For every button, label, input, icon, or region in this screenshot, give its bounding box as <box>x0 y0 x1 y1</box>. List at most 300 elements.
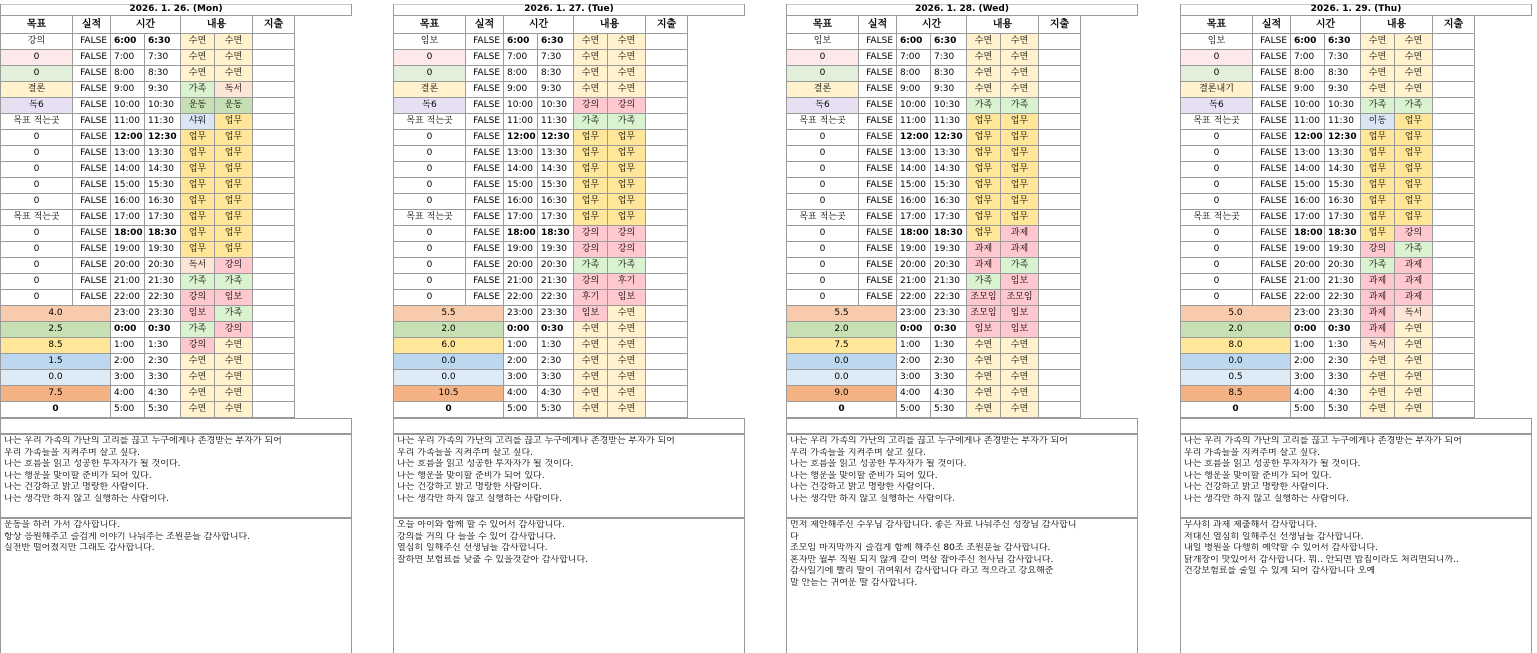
activity-cell-2[interactable]: 수면 <box>608 34 646 50</box>
actual-cell[interactable]: FALSE <box>1253 162 1291 178</box>
date-cell[interactable]: 2026. 1. 26. (Mon) <box>0 4 352 16</box>
activity-cell-1[interactable]: 수면 <box>967 338 1001 354</box>
end-time-cell[interactable]: 17:30 <box>538 210 574 226</box>
activity-cell-2[interactable]: 수면 <box>1395 34 1433 50</box>
activity-cell-1[interactable]: 수면 <box>574 354 608 370</box>
activity-cell-1[interactable]: 업무 <box>967 162 1001 178</box>
end-time-cell[interactable]: 6:30 <box>145 34 181 50</box>
expense-cell[interactable] <box>1039 354 1081 370</box>
actual-cell[interactable]: FALSE <box>1253 258 1291 274</box>
goal-cell[interactable]: 독6 <box>0 98 73 114</box>
summary-cell[interactable]: 0 <box>393 402 504 418</box>
goal-cell[interactable]: 0 <box>393 194 466 210</box>
activity-cell-1[interactable]: 수면 <box>967 66 1001 82</box>
expense-cell[interactable] <box>1433 258 1475 274</box>
summary-cell[interactable]: 5.5 <box>786 306 897 322</box>
expense-cell[interactable] <box>253 162 295 178</box>
activity-cell-1[interactable]: 수면 <box>574 34 608 50</box>
start-time-cell[interactable]: 9:00 <box>897 82 931 98</box>
activity-cell-2[interactable]: 임보 <box>215 290 253 306</box>
activity-cell-2[interactable]: 과제 <box>1395 258 1433 274</box>
start-time-cell[interactable]: 7:00 <box>1291 50 1325 66</box>
actual-cell[interactable]: FALSE <box>73 114 111 130</box>
spacer-cell[interactable] <box>393 418 745 434</box>
activity-cell-1[interactable]: 임보 <box>181 306 215 322</box>
goal-cell[interactable]: 0 <box>786 258 859 274</box>
actual-cell[interactable]: FALSE <box>466 66 504 82</box>
end-time-cell[interactable]: 10:30 <box>145 98 181 114</box>
expense-cell[interactable] <box>253 290 295 306</box>
activity-cell-2[interactable]: 독서 <box>1395 306 1433 322</box>
gratitude-journal-cell[interactable] <box>1180 518 1532 653</box>
expense-cell[interactable] <box>253 50 295 66</box>
start-time-cell[interactable]: 21:00 <box>111 274 145 290</box>
expense-cell[interactable] <box>646 210 688 226</box>
activity-cell-1[interactable]: 수면 <box>1361 82 1395 98</box>
spacer-cell[interactable] <box>786 418 1138 434</box>
activity-cell-1[interactable]: 수면 <box>1361 370 1395 386</box>
goal-cell[interactable]: 0 <box>0 226 73 242</box>
activity-cell-2[interactable]: 수면 <box>1001 386 1039 402</box>
spacer-cell[interactable] <box>1180 418 1532 434</box>
start-time-cell[interactable]: 7:00 <box>897 50 931 66</box>
start-time-cell[interactable]: 1:00 <box>1291 338 1325 354</box>
activity-cell-2[interactable]: 임보 <box>1001 322 1039 338</box>
end-time-cell[interactable]: 19:30 <box>931 242 967 258</box>
start-time-cell[interactable]: 21:00 <box>897 274 931 290</box>
expense-cell[interactable] <box>253 274 295 290</box>
end-time-cell[interactable]: 10:30 <box>931 98 967 114</box>
expense-cell[interactable] <box>1433 242 1475 258</box>
start-time-cell[interactable]: 10:00 <box>111 98 145 114</box>
activity-cell-2[interactable]: 가족 <box>1001 258 1039 274</box>
end-time-cell[interactable]: 17:30 <box>145 210 181 226</box>
activity-cell-2[interactable]: 업무 <box>215 242 253 258</box>
start-time-cell[interactable]: 8:00 <box>504 66 538 82</box>
expense-cell[interactable] <box>1039 306 1081 322</box>
end-time-cell[interactable]: 1:30 <box>931 338 967 354</box>
goal-cell[interactable]: 0 <box>786 130 859 146</box>
activity-cell-2[interactable]: 업무 <box>1001 194 1039 210</box>
actual-cell[interactable]: FALSE <box>1253 146 1291 162</box>
expense-cell[interactable] <box>1039 146 1081 162</box>
activity-cell-2[interactable]: 강의 <box>608 98 646 114</box>
activity-cell-1[interactable]: 업무 <box>181 194 215 210</box>
end-time-cell[interactable]: 2:30 <box>1325 354 1361 370</box>
expense-cell[interactable] <box>1433 34 1475 50</box>
activity-cell-2[interactable]: 업무 <box>1395 162 1433 178</box>
header-goal[interactable]: 목표 <box>1180 16 1253 34</box>
expense-cell[interactable] <box>646 66 688 82</box>
activity-cell-1[interactable]: 가족 <box>181 322 215 338</box>
activity-cell-2[interactable]: 가족 <box>215 306 253 322</box>
goal-cell[interactable]: 임보 <box>1180 34 1253 50</box>
activity-cell-1[interactable]: 업무 <box>181 178 215 194</box>
expense-cell[interactable] <box>646 274 688 290</box>
summary-cell[interactable]: 7.5 <box>786 338 897 354</box>
actual-cell[interactable]: FALSE <box>1253 178 1291 194</box>
summary-cell[interactable]: 8.5 <box>1180 386 1291 402</box>
actual-cell[interactable]: FALSE <box>466 226 504 242</box>
expense-cell[interactable] <box>1433 226 1475 242</box>
actual-cell[interactable]: FALSE <box>73 82 111 98</box>
activity-cell-1[interactable]: 강의 <box>1361 242 1395 258</box>
start-time-cell[interactable]: 18:00 <box>504 226 538 242</box>
end-time-cell[interactable]: 22:30 <box>538 290 574 306</box>
activity-cell-1[interactable]: 수면 <box>1361 50 1395 66</box>
start-time-cell[interactable]: 20:00 <box>897 258 931 274</box>
activity-cell-2[interactable]: 업무 <box>1395 146 1433 162</box>
start-time-cell[interactable]: 3:00 <box>111 370 145 386</box>
actual-cell[interactable]: FALSE <box>73 242 111 258</box>
end-time-cell[interactable]: 7:30 <box>145 50 181 66</box>
expense-cell[interactable] <box>646 402 688 418</box>
goal-cell[interactable]: 목표 적는곳 <box>1180 210 1253 226</box>
actual-cell[interactable]: FALSE <box>1253 194 1291 210</box>
end-time-cell[interactable]: 5:30 <box>538 402 574 418</box>
end-time-cell[interactable]: 3:30 <box>931 370 967 386</box>
activity-cell-2[interactable]: 강의 <box>215 322 253 338</box>
end-time-cell[interactable]: 17:30 <box>931 210 967 226</box>
actual-cell[interactable]: FALSE <box>73 50 111 66</box>
start-time-cell[interactable]: 8:00 <box>1291 66 1325 82</box>
gratitude-journal-cell[interactable] <box>786 518 1138 653</box>
end-time-cell[interactable]: 13:30 <box>931 146 967 162</box>
goal-cell[interactable]: 0 <box>0 162 73 178</box>
expense-cell[interactable] <box>646 338 688 354</box>
activity-cell-1[interactable]: 가족 <box>1361 98 1395 114</box>
activity-cell-1[interactable]: 임보 <box>574 306 608 322</box>
goal-cell[interactable]: 임보 <box>786 34 859 50</box>
activity-cell-1[interactable]: 과제 <box>967 258 1001 274</box>
activity-cell-2[interactable]: 강의 <box>608 242 646 258</box>
start-time-cell[interactable]: 0:00 <box>1291 322 1325 338</box>
actual-cell[interactable]: FALSE <box>73 130 111 146</box>
end-time-cell[interactable]: 8:30 <box>538 66 574 82</box>
goal-cell[interactable]: 0 <box>1180 66 1253 82</box>
activity-cell-1[interactable]: 업무 <box>181 146 215 162</box>
start-time-cell[interactable]: 20:00 <box>1291 258 1325 274</box>
activity-cell-1[interactable]: 업무 <box>1361 194 1395 210</box>
expense-cell[interactable] <box>646 50 688 66</box>
activity-cell-1[interactable]: 업무 <box>1361 146 1395 162</box>
expense-cell[interactable] <box>646 322 688 338</box>
end-time-cell[interactable]: 12:30 <box>538 130 574 146</box>
actual-cell[interactable]: FALSE <box>859 98 897 114</box>
activity-cell-2[interactable]: 수면 <box>608 66 646 82</box>
summary-cell[interactable]: 0 <box>1180 402 1291 418</box>
expense-cell[interactable] <box>646 98 688 114</box>
expense-cell[interactable] <box>1039 322 1081 338</box>
start-time-cell[interactable]: 13:00 <box>111 146 145 162</box>
start-time-cell[interactable]: 22:00 <box>897 290 931 306</box>
actual-cell[interactable]: FALSE <box>73 66 111 82</box>
activity-cell-2[interactable]: 임보 <box>1001 274 1039 290</box>
goal-cell[interactable]: 0 <box>1180 162 1253 178</box>
actual-cell[interactable]: FALSE <box>466 114 504 130</box>
activity-cell-2[interactable]: 과제 <box>1001 226 1039 242</box>
goal-cell[interactable]: 0 <box>786 274 859 290</box>
goal-cell[interactable]: 0 <box>0 50 73 66</box>
activity-cell-2[interactable]: 강의 <box>215 258 253 274</box>
end-time-cell[interactable]: 20:30 <box>145 258 181 274</box>
activity-cell-2[interactable]: 조모임 <box>1001 290 1039 306</box>
expense-cell[interactable] <box>1433 354 1475 370</box>
end-time-cell[interactable]: 11:30 <box>538 114 574 130</box>
goal-cell[interactable]: 0 <box>393 66 466 82</box>
goal-cell[interactable]: 독6 <box>393 98 466 114</box>
summary-cell[interactable]: 0.0 <box>393 354 504 370</box>
summary-cell[interactable]: 0.0 <box>786 354 897 370</box>
start-time-cell[interactable]: 18:00 <box>111 226 145 242</box>
activity-cell-1[interactable]: 업무 <box>574 194 608 210</box>
vision-statement-cell[interactable] <box>393 434 745 518</box>
actual-cell[interactable]: FALSE <box>73 226 111 242</box>
start-time-cell[interactable]: 16:00 <box>111 194 145 210</box>
activity-cell-1[interactable]: 수면 <box>967 34 1001 50</box>
activity-cell-1[interactable]: 업무 <box>574 146 608 162</box>
expense-cell[interactable] <box>646 146 688 162</box>
start-time-cell[interactable]: 12:00 <box>504 130 538 146</box>
goal-cell[interactable]: 0 <box>0 194 73 210</box>
expense-cell[interactable] <box>646 162 688 178</box>
goal-cell[interactable]: 목표 적는곳 <box>393 210 466 226</box>
activity-cell-2[interactable]: 업무 <box>1001 178 1039 194</box>
actual-cell[interactable]: FALSE <box>859 194 897 210</box>
expense-cell[interactable] <box>1433 402 1475 418</box>
header-goal[interactable]: 목표 <box>393 16 466 34</box>
end-time-cell[interactable]: 20:30 <box>931 258 967 274</box>
activity-cell-2[interactable]: 수면 <box>608 306 646 322</box>
actual-cell[interactable]: FALSE <box>466 258 504 274</box>
header-time[interactable]: 시간 <box>897 16 967 34</box>
start-time-cell[interactable]: 23:00 <box>504 306 538 322</box>
summary-cell[interactable]: 0.0 <box>393 370 504 386</box>
activity-cell-1[interactable]: 가족 <box>574 258 608 274</box>
activity-cell-2[interactable]: 과제 <box>1001 242 1039 258</box>
summary-cell[interactable]: 2.0 <box>786 322 897 338</box>
expense-cell[interactable] <box>1039 66 1081 82</box>
end-time-cell[interactable]: 9:30 <box>145 82 181 98</box>
activity-cell-2[interactable]: 강의 <box>608 226 646 242</box>
start-time-cell[interactable]: 5:00 <box>1291 402 1325 418</box>
activity-cell-1[interactable]: 업무 <box>1361 178 1395 194</box>
date-cell[interactable]: 2026. 1. 28. (Wed) <box>786 4 1138 16</box>
header-actual[interactable]: 실적 <box>859 16 897 34</box>
goal-cell[interactable]: 0 <box>393 274 466 290</box>
start-time-cell[interactable]: 0:00 <box>504 322 538 338</box>
date-cell[interactable]: 2026. 1. 27. (Tue) <box>393 4 745 16</box>
start-time-cell[interactable]: 19:00 <box>897 242 931 258</box>
end-time-cell[interactable]: 7:30 <box>931 50 967 66</box>
activity-cell-1[interactable]: 업무 <box>181 242 215 258</box>
end-time-cell[interactable]: 0:30 <box>1325 322 1361 338</box>
summary-cell[interactable]: 6.0 <box>393 338 504 354</box>
expense-cell[interactable] <box>253 66 295 82</box>
expense-cell[interactable] <box>253 242 295 258</box>
start-time-cell[interactable]: 10:00 <box>1291 98 1325 114</box>
activity-cell-2[interactable]: 수면 <box>1001 338 1039 354</box>
activity-cell-2[interactable]: 가족 <box>608 258 646 274</box>
expense-cell[interactable] <box>646 82 688 98</box>
expense-cell[interactable] <box>1433 66 1475 82</box>
activity-cell-2[interactable]: 수면 <box>215 370 253 386</box>
goal-cell[interactable]: 0 <box>1180 146 1253 162</box>
end-time-cell[interactable]: 8:30 <box>145 66 181 82</box>
goal-cell[interactable]: 독6 <box>1180 98 1253 114</box>
start-time-cell[interactable]: 16:00 <box>897 194 931 210</box>
end-time-cell[interactable]: 6:30 <box>538 34 574 50</box>
start-time-cell[interactable]: 13:00 <box>1291 146 1325 162</box>
expense-cell[interactable] <box>1039 162 1081 178</box>
end-time-cell[interactable]: 6:30 <box>1325 34 1361 50</box>
start-time-cell[interactable]: 5:00 <box>897 402 931 418</box>
goal-cell[interactable]: 0 <box>786 178 859 194</box>
activity-cell-1[interactable]: 수면 <box>574 82 608 98</box>
start-time-cell[interactable]: 15:00 <box>111 178 145 194</box>
start-time-cell[interactable]: 4:00 <box>897 386 931 402</box>
end-time-cell[interactable]: 16:30 <box>931 194 967 210</box>
header-actual[interactable]: 실적 <box>1253 16 1291 34</box>
end-time-cell[interactable]: 23:30 <box>145 306 181 322</box>
goal-cell[interactable]: 0 <box>393 162 466 178</box>
start-time-cell[interactable]: 0:00 <box>897 322 931 338</box>
end-time-cell[interactable]: 23:30 <box>1325 306 1361 322</box>
end-time-cell[interactable]: 12:30 <box>931 130 967 146</box>
start-time-cell[interactable]: 17:00 <box>1291 210 1325 226</box>
start-time-cell[interactable]: 14:00 <box>1291 162 1325 178</box>
end-time-cell[interactable]: 8:30 <box>931 66 967 82</box>
start-time-cell[interactable]: 4:00 <box>504 386 538 402</box>
start-time-cell[interactable]: 14:00 <box>111 162 145 178</box>
goal-cell[interactable]: 0 <box>0 290 73 306</box>
end-time-cell[interactable]: 16:30 <box>145 194 181 210</box>
activity-cell-2[interactable]: 수면 <box>608 338 646 354</box>
activity-cell-2[interactable]: 과제 <box>1395 274 1433 290</box>
goal-cell[interactable]: 목표 적는곳 <box>786 114 859 130</box>
start-time-cell[interactable]: 11:00 <box>111 114 145 130</box>
end-time-cell[interactable]: 21:30 <box>538 274 574 290</box>
end-time-cell[interactable]: 4:30 <box>1325 386 1361 402</box>
goal-cell[interactable]: 결론 <box>393 82 466 98</box>
goal-cell[interactable]: 0 <box>1180 194 1253 210</box>
activity-cell-1[interactable]: 업무 <box>574 130 608 146</box>
actual-cell[interactable]: FALSE <box>466 242 504 258</box>
activity-cell-2[interactable]: 수면 <box>1001 354 1039 370</box>
goal-cell[interactable]: 0 <box>1180 178 1253 194</box>
start-time-cell[interactable]: 23:00 <box>897 306 931 322</box>
goal-cell[interactable]: 0 <box>0 130 73 146</box>
start-time-cell[interactable]: 10:00 <box>897 98 931 114</box>
end-time-cell[interactable]: 8:30 <box>1325 66 1361 82</box>
end-time-cell[interactable]: 15:30 <box>931 178 967 194</box>
expense-cell[interactable] <box>1433 194 1475 210</box>
end-time-cell[interactable]: 4:30 <box>145 386 181 402</box>
activity-cell-1[interactable]: 수면 <box>967 50 1001 66</box>
actual-cell[interactable]: FALSE <box>466 98 504 114</box>
expense-cell[interactable] <box>1433 306 1475 322</box>
expense-cell[interactable] <box>1039 290 1081 306</box>
end-time-cell[interactable]: 22:30 <box>145 290 181 306</box>
activity-cell-1[interactable]: 수면 <box>967 354 1001 370</box>
end-time-cell[interactable]: 14:30 <box>931 162 967 178</box>
start-time-cell[interactable]: 2:00 <box>111 354 145 370</box>
end-time-cell[interactable]: 22:30 <box>931 290 967 306</box>
activity-cell-2[interactable]: 업무 <box>215 146 253 162</box>
start-time-cell[interactable]: 8:00 <box>111 66 145 82</box>
goal-cell[interactable]: 0 <box>786 194 859 210</box>
expense-cell[interactable] <box>1433 322 1475 338</box>
gratitude-journal-cell[interactable] <box>0 518 352 653</box>
activity-cell-1[interactable]: 수면 <box>1361 34 1395 50</box>
activity-cell-1[interactable]: 가족 <box>574 114 608 130</box>
goal-cell[interactable]: 0 <box>1180 242 1253 258</box>
goal-cell[interactable]: 0 <box>0 242 73 258</box>
start-time-cell[interactable]: 15:00 <box>1291 178 1325 194</box>
header-time[interactable]: 시간 <box>504 16 574 34</box>
activity-cell-2[interactable]: 수면 <box>1395 50 1433 66</box>
expense-cell[interactable] <box>646 306 688 322</box>
goal-cell[interactable]: 0 <box>786 226 859 242</box>
end-time-cell[interactable]: 0:30 <box>145 322 181 338</box>
actual-cell[interactable]: FALSE <box>859 114 897 130</box>
activity-cell-1[interactable]: 수면 <box>574 370 608 386</box>
end-time-cell[interactable]: 4:30 <box>538 386 574 402</box>
end-time-cell[interactable]: 9:30 <box>538 82 574 98</box>
expense-cell[interactable] <box>646 178 688 194</box>
end-time-cell[interactable]: 2:30 <box>931 354 967 370</box>
activity-cell-1[interactable]: 가족 <box>967 98 1001 114</box>
activity-cell-1[interactable]: 가족 <box>1361 258 1395 274</box>
start-time-cell[interactable]: 11:00 <box>1291 114 1325 130</box>
activity-cell-1[interactable]: 업무 <box>1361 226 1395 242</box>
goal-cell[interactable]: 0 <box>0 66 73 82</box>
expense-cell[interactable] <box>1039 210 1081 226</box>
start-time-cell[interactable]: 6:00 <box>1291 34 1325 50</box>
activity-cell-2[interactable]: 업무 <box>215 210 253 226</box>
expense-cell[interactable] <box>1039 386 1081 402</box>
activity-cell-1[interactable]: 과제 <box>1361 274 1395 290</box>
expense-cell[interactable] <box>646 386 688 402</box>
summary-cell[interactable]: 0 <box>786 402 897 418</box>
activity-cell-1[interactable]: 조모임 <box>967 290 1001 306</box>
activity-cell-1[interactable]: 과제 <box>1361 322 1395 338</box>
actual-cell[interactable]: FALSE <box>466 178 504 194</box>
activity-cell-1[interactable]: 업무 <box>967 114 1001 130</box>
summary-cell[interactable]: 8.5 <box>0 338 111 354</box>
activity-cell-2[interactable]: 후기 <box>608 274 646 290</box>
activity-cell-2[interactable]: 수면 <box>1001 66 1039 82</box>
end-time-cell[interactable]: 10:30 <box>1325 98 1361 114</box>
start-time-cell[interactable]: 3:00 <box>1291 370 1325 386</box>
summary-cell[interactable]: 2.5 <box>0 322 111 338</box>
activity-cell-1[interactable]: 강의 <box>181 338 215 354</box>
activity-cell-1[interactable]: 업무 <box>967 226 1001 242</box>
end-time-cell[interactable]: 17:30 <box>1325 210 1361 226</box>
goal-cell[interactable]: 목표 적는곳 <box>1180 114 1253 130</box>
header-time[interactable]: 시간 <box>111 16 181 34</box>
end-time-cell[interactable]: 11:30 <box>145 114 181 130</box>
start-time-cell[interactable]: 15:00 <box>504 178 538 194</box>
expense-cell[interactable] <box>646 258 688 274</box>
expense-cell[interactable] <box>1039 130 1081 146</box>
activity-cell-1[interactable]: 수면 <box>1361 402 1395 418</box>
activity-cell-2[interactable]: 가족 <box>215 274 253 290</box>
start-time-cell[interactable]: 8:00 <box>897 66 931 82</box>
activity-cell-1[interactable]: 업무 <box>574 162 608 178</box>
end-time-cell[interactable]: 12:30 <box>145 130 181 146</box>
summary-cell[interactable]: 7.5 <box>0 386 111 402</box>
